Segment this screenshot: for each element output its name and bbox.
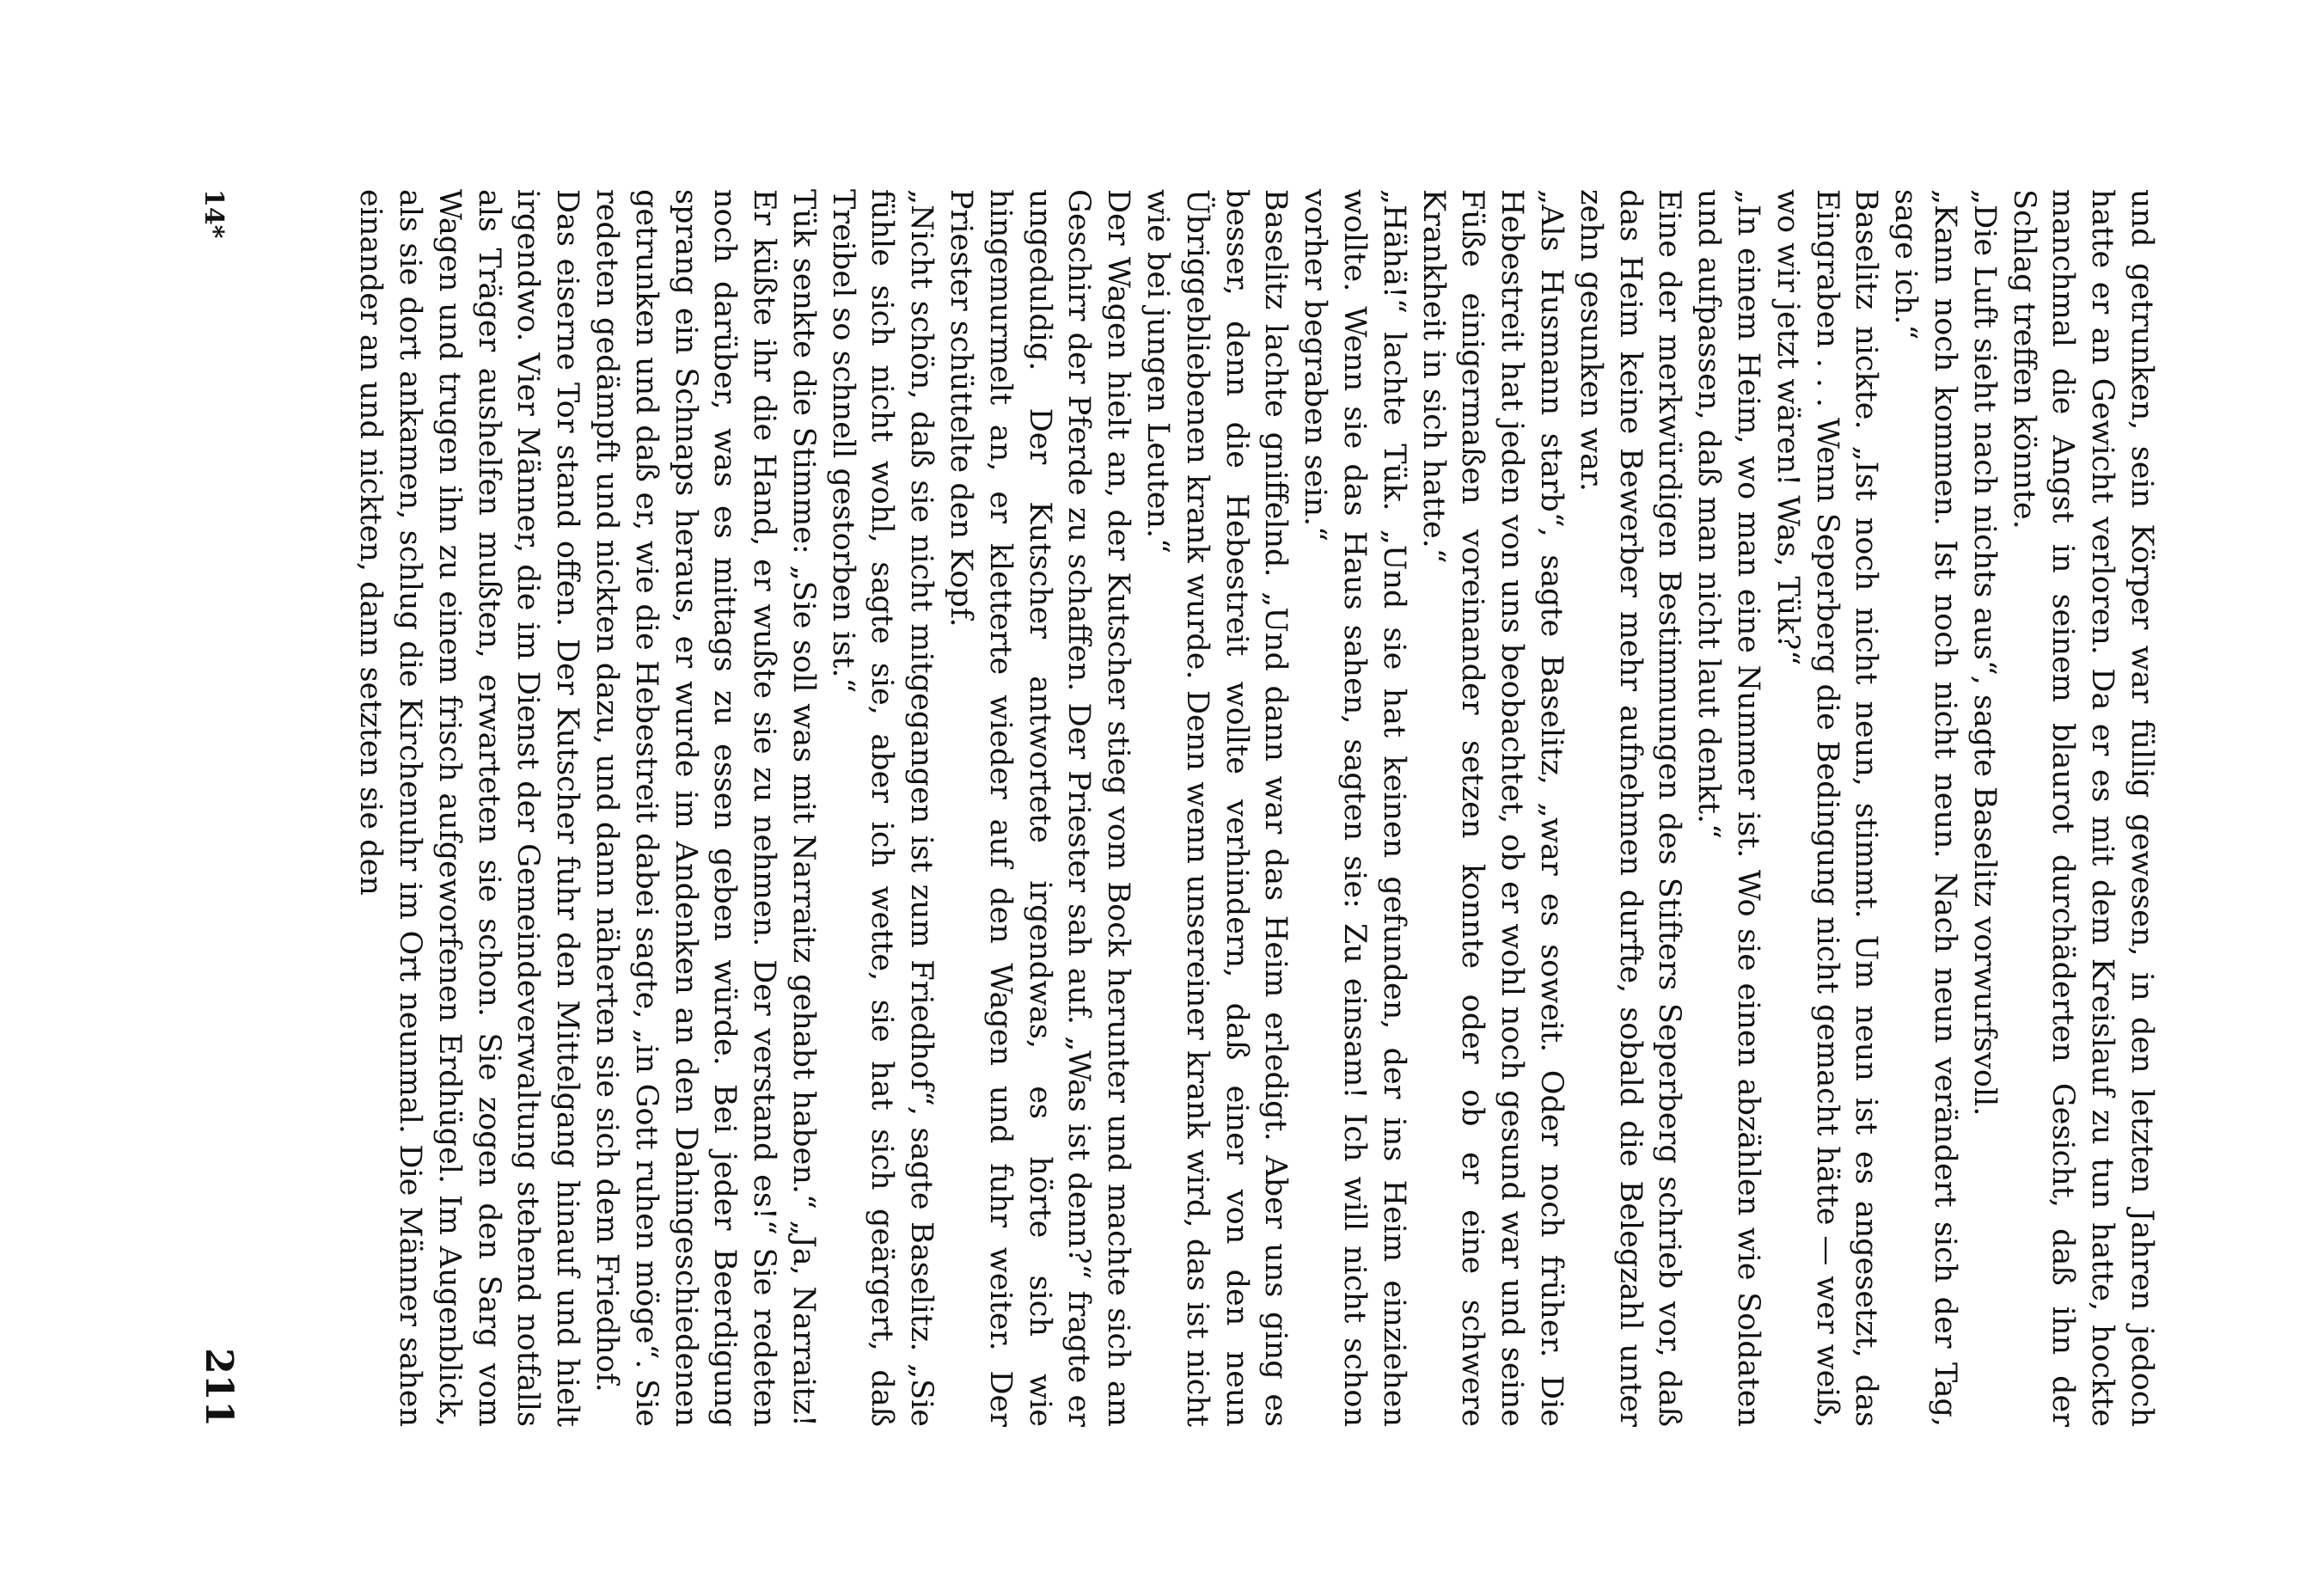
page-footer [189, 189, 241, 1427]
paragraph: Der Wagen hielt an, der Kutscher stieg vom Bock herunter und machte sich am Geschirr der Pferde zu schaffen. Der Priester sah auf. „Was ist denn?“ fragte er ungeduldig. Der Kutscher antwortete irgendwas, es hörte sich wie hingemurmelt an, er kletterte wieder auf den Wagen und fuhr weiter. Der Priester schüttelte den Kopf. [944, 189, 1136, 1427]
paragraph: „Die Luft sieht nach nichts aus“, sagte Baselitz vorwurfsvoll. [1966, 189, 2002, 1117]
rotated-text-block [184, 189, 2161, 1427]
paragraph: Eine der merkwürdigen Bestimmungen des Stifters Seperberg schrieb vor, daß das Heim keine Bewerber mehr aufnehmen durfte, sobald die Belegzahl unter zehn gesunken war. [1573, 189, 1687, 1427]
paragraph: „Nicht schön, daß sie nicht mitgegangen ist zum Friedhof“, sagte Baselitz. „Sie fühle sich nicht wohl, sagte sie, aber ich wette, sie hat sich geärgert, daß Treibel so schnell gestorben ist.“ [825, 189, 939, 1427]
paragraph: „Als Husmann starb“, sagte Baselitz, „war es soweit. Oder noch früher. Die Hebestreit hat jeden von uns beobachtet, ob er wohl noch gesund war und seine Füße einigermaßen voreinander setzen konnte oder ob er eine schwere Krankheit in sich hatte.“ [1416, 189, 1569, 1427]
paragraph: „In einem Heim, wo man eine Nummer ist. Wo sie einen abzählen wie Soldaten und aufpassen, daß man nicht laut denkt.“ [1691, 189, 1766, 1427]
paragraph: Baselitz lachte gniffelnd. „Und dann war das Heim erledigt. Aber uns ging es besser, denn die Hebestreit wollte verhindern, daß einer von den neun Übriggebliebenen krank wurde. Denn wenn unsereiner krank wird, das ist nicht wie bei jungen Leuten.“ [1141, 189, 1293, 1427]
paragraph: „Hähä!“ lachte Tük. „Und sie hat keinen gefunden, der ins Heim einziehen wollte. Wenn sie das Haus sahen, sagten sie: Zu einsam! Ich will nicht schon vorher begraben sein.“ [1298, 189, 1411, 1427]
paragraph: Baselitz nickte. „Ist noch nicht neun, stimmt. Um neun ist es angesetzt, das Eingraben . . . Wenn Seperberg die Bedingung nicht gemacht hätte — wer weiß, wo wir jetzt wären! Was, Tük?“ [1770, 189, 1884, 1427]
signature-mark: 14* [199, 189, 229, 239]
body-text [350, 189, 2161, 1427]
paragraph: Das eiserne Tor stand offen. Der Kutscher fuhr den Mittelgang hinauf und hielt irgendwo. Vier Männer, die im Dienst der Gemeindeverwaltung stehend notfalls als Träger aushelfen mußten, erwarteten sie schon. Sie zogen den Sarg vom Wagen und trugen ihn zu einem frisch aufgeworfenen Erdhügel. Im Augenblick, als sie dort ankamen, schlug die Kirchenuhr im Ort neunmal. Die Männer sahen einander an und nickten, dann setzten sie den [353, 189, 585, 1427]
page-number: 211 [197, 1348, 241, 1427]
paragraph: und getrunken, sein Körper war füllig gewesen, in den letzten Jahren jedoch hatte er an Gewicht verloren. Da er es mit dem Kreislauf zu tun hatte, hockte manchmal die Angst in seinem blaurot durchäderten Gesicht, daß ihn der Schlag treffen könnte. [2006, 189, 2159, 1427]
paragraph: Tük senkte die Stimme: „Sie soll was mit Narraitz gehabt haben.“ „Ja, Narraitz! Er küßte ihr die Hand, er wußte sie zu nehmen. Der verstand es!“ Sie redeten noch darüber, was es mittags zu essen geben würde. Bei jeder Beerdigung sprang ein Schnaps heraus, er wurde im Andenken an den Dahingeschiedenen getrunken und daß er, wie die Hebestreit dabei sagte, „in Gott ruhen möge“. Sie redeten gedämpft und nickten dazu, und dann näherten sie sich dem Friedhof. [589, 189, 821, 1427]
paragraph: „Kann noch kommen. Ist noch nicht neun. Nach neun verändert sich der Tag, sage ich.“ [1888, 189, 1963, 1427]
